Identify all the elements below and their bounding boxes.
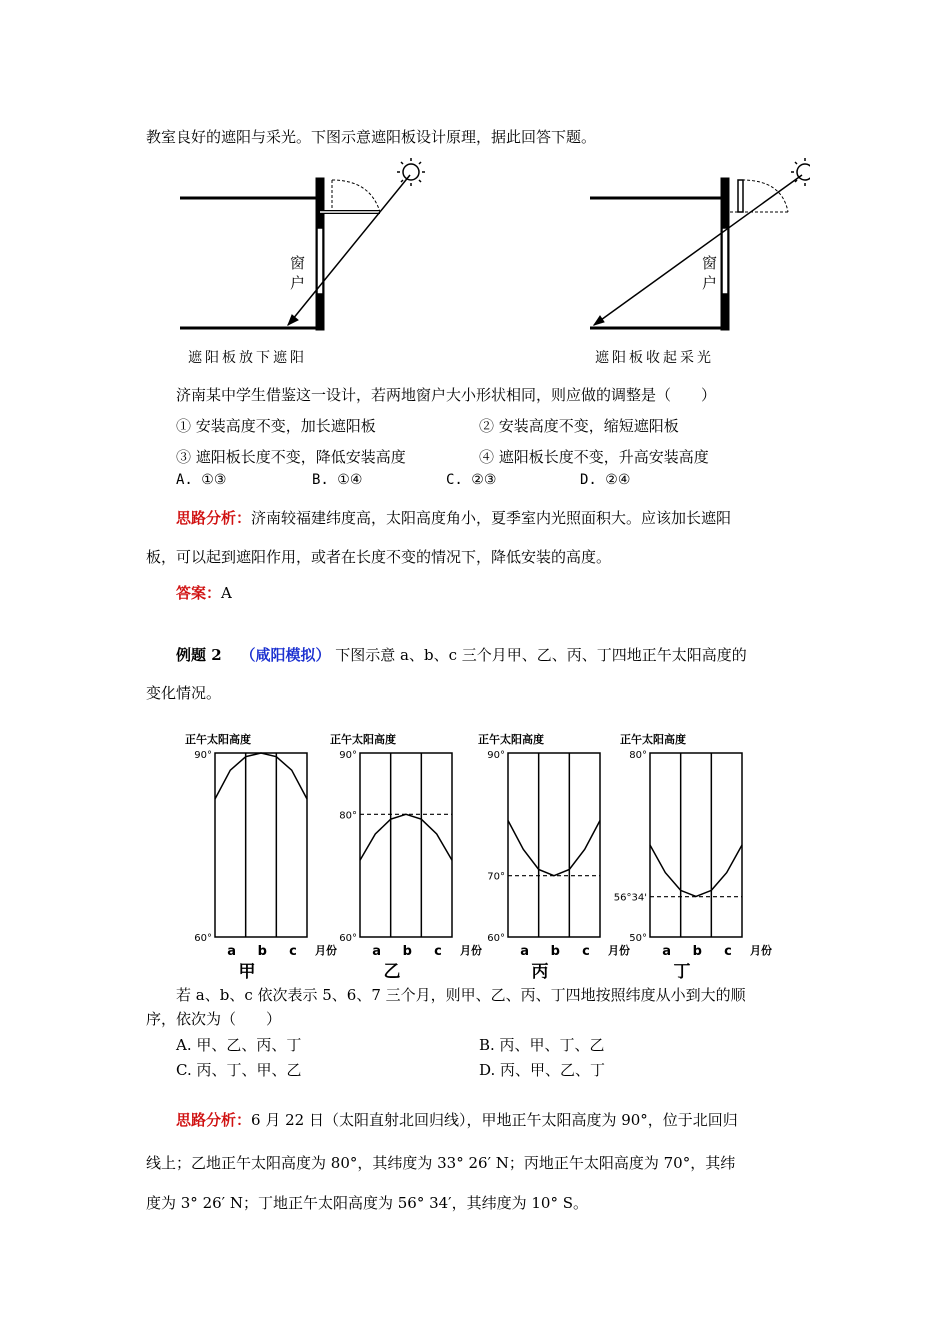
q2-analysis-line-2: 线上；乙地正午太阳高度为 80°，其纬度为 33° 26′ N；丙地正午太阳高度为 70°，其纬 — [146, 1154, 736, 1172]
panel-1-frame — [360, 753, 452, 937]
q2-choice-b: B. 丙、甲、丁、乙 — [479, 1036, 605, 1054]
panel-3-reference-label: 56°34' — [613, 892, 647, 904]
panel-0-x-unit: 月份 — [315, 944, 337, 957]
panel-2-x-unit: 月份 — [608, 944, 630, 957]
q1-answer-value: A — [221, 584, 232, 602]
panel-2-tick-bottom: 60° — [487, 933, 505, 944]
panel-2-tick-top: 90° — [487, 750, 505, 761]
q1-stem: 济南某中学生借鉴这一设计，若两地窗户大小形状相同，则应做的调整是（ ） — [176, 386, 717, 404]
caption-shade-up: 遮阳板收起采光 — [595, 350, 714, 366]
panel-1-x-label-c: c — [434, 944, 442, 959]
q2-stem-text-1: 下图示意 a、b、c 三个月甲、乙、丙、丁四地正午太阳高度的 — [335, 646, 747, 664]
panel-1-tick-top: 90° — [339, 750, 357, 761]
q2-analysis-line-1 — [176, 1110, 738, 1130]
panel-1-curve — [360, 814, 452, 860]
q2-source: （咸阳模拟） — [240, 646, 331, 664]
panel-1-y-title: 正午太阳高度 — [330, 733, 396, 746]
panel-0-tick-top: 90° — [194, 750, 212, 761]
panel-3-x-label-c: c — [724, 944, 732, 959]
q1-choice-a: A. ①③ — [176, 472, 227, 488]
q1-answer-label: 答案： — [176, 584, 222, 602]
panel-1-reference-label: 80° — [339, 810, 357, 822]
q1-analysis-text-1: 济南较福建纬度高，太阳高度角小，夏季室内光照面积大。应该加长遮阳 — [251, 509, 732, 527]
panel-3-name: 丁 — [673, 962, 691, 982]
q2-choice-c: C. 丙、丁、甲、乙 — [176, 1061, 302, 1079]
q2-condition-line-2: 序，依次为（ ） — [146, 1010, 282, 1028]
q2-stem-line-2: 变化情况。 — [146, 684, 222, 702]
q2-analysis-text-1: 6 月 22 日（太阳直射北回归线），甲地正午太阳高度为 90°，位于北回归 — [251, 1111, 738, 1129]
panel-1-x-label-a: a — [372, 944, 382, 959]
q2-choice-a: A. 甲、乙、丙、丁 — [176, 1036, 302, 1054]
window-label-left-1: 窗 — [290, 254, 306, 272]
panel-3-x-label-a: a — [662, 944, 672, 959]
panel-0-x-label-b: b — [257, 944, 267, 959]
window-label-left-2: 户 — [290, 274, 306, 292]
panel-3-frame — [650, 753, 742, 937]
shade-up-panel — [590, 158, 810, 330]
q1-analysis-label: 思路分析： — [176, 509, 252, 527]
panel-0-name: 甲 — [238, 962, 256, 982]
panel-1-name: 乙 — [383, 962, 401, 982]
q2-analysis-label: 思路分析： — [176, 1111, 252, 1129]
q1-option-3: ③ 遮阳板长度不变，降低安装高度 — [176, 448, 406, 466]
panel-3-curve — [650, 845, 742, 897]
panel-1-x-label-b: b — [402, 944, 412, 959]
panel-2-x-label-c: c — [582, 944, 590, 959]
panel-2-y-title: 正午太阳高度 — [478, 733, 544, 746]
q2-label: 例题 2 — [176, 646, 222, 664]
window-label-right-1: 窗 — [702, 254, 718, 272]
q2-stem-line-1 — [176, 645, 747, 665]
panel-2-reference-label: 70° — [487, 871, 505, 883]
panel-0-frame — [215, 753, 307, 937]
panel-2-curve — [508, 821, 600, 876]
panel-3-tick-top: 80° — [629, 750, 647, 761]
panel-2-x-label-b: b — [550, 944, 560, 959]
panel-0-curve — [215, 753, 307, 799]
panel-2-x-label-a: a — [520, 944, 530, 959]
q2-choice-d: D. 丙、甲、乙、丁 — [479, 1061, 606, 1079]
caption-shade-down: 遮阳板放下遮阳 — [188, 350, 307, 366]
intro-text: 教室良好的遮阳与采光。下图示意遮阳板设计原理，据此回答下题。 — [146, 128, 597, 146]
panel-0-x-label-a: a — [227, 944, 237, 959]
solar-altitude-chart — [180, 725, 780, 985]
panel-3-x-label-b: b — [692, 944, 702, 959]
panel-3-y-title: 正午太阳高度 — [620, 733, 686, 746]
panel-2-name: 丙 — [531, 962, 549, 982]
q1-choice-b: B. ①④ — [312, 472, 363, 488]
panel-1-x-unit: 月份 — [460, 944, 482, 957]
panel-3-tick-bottom: 50° — [629, 933, 647, 944]
q1-choice-d: D. ②④ — [580, 472, 631, 488]
panel-0-x-label-c: c — [289, 944, 297, 959]
panel-0-y-title: 正午太阳高度 — [185, 733, 251, 746]
shade-board-diagram — [170, 150, 810, 380]
q1-answer-line — [176, 583, 232, 603]
q2-analysis-line-3: 度为 3° 26′ N；丁地正午太阳高度为 56° 34′，其纬度为 10° S。 — [146, 1194, 588, 1212]
q1-analysis-line-1 — [176, 508, 731, 528]
panel-3-x-unit: 月份 — [750, 944, 772, 957]
q1-choice-c: C. ②③ — [446, 472, 497, 488]
q1-option-1: ① 安装高度不变，加长遮阳板 — [176, 417, 376, 435]
q1-option-2: ② 安装高度不变，缩短遮阳板 — [479, 417, 679, 435]
q2-condition-line-1: 若 a、b、c 依次表示 5、6、7 三个月，则甲、乙、丙、丁四地按照纬度从小到大的顺 — [176, 986, 746, 1004]
window-label-right-2: 户 — [702, 274, 718, 292]
panel-1-tick-bottom: 60° — [339, 933, 357, 944]
panel-0-tick-bottom: 60° — [194, 933, 212, 944]
q1-analysis-line-2: 板，可以起到遮阳作用，或者在长度不变的情况下，降低安装的高度。 — [146, 548, 612, 566]
shade-down-panel — [180, 158, 425, 330]
q1-option-4: ④ 遮阳板长度不变，升高安装高度 — [479, 448, 709, 466]
